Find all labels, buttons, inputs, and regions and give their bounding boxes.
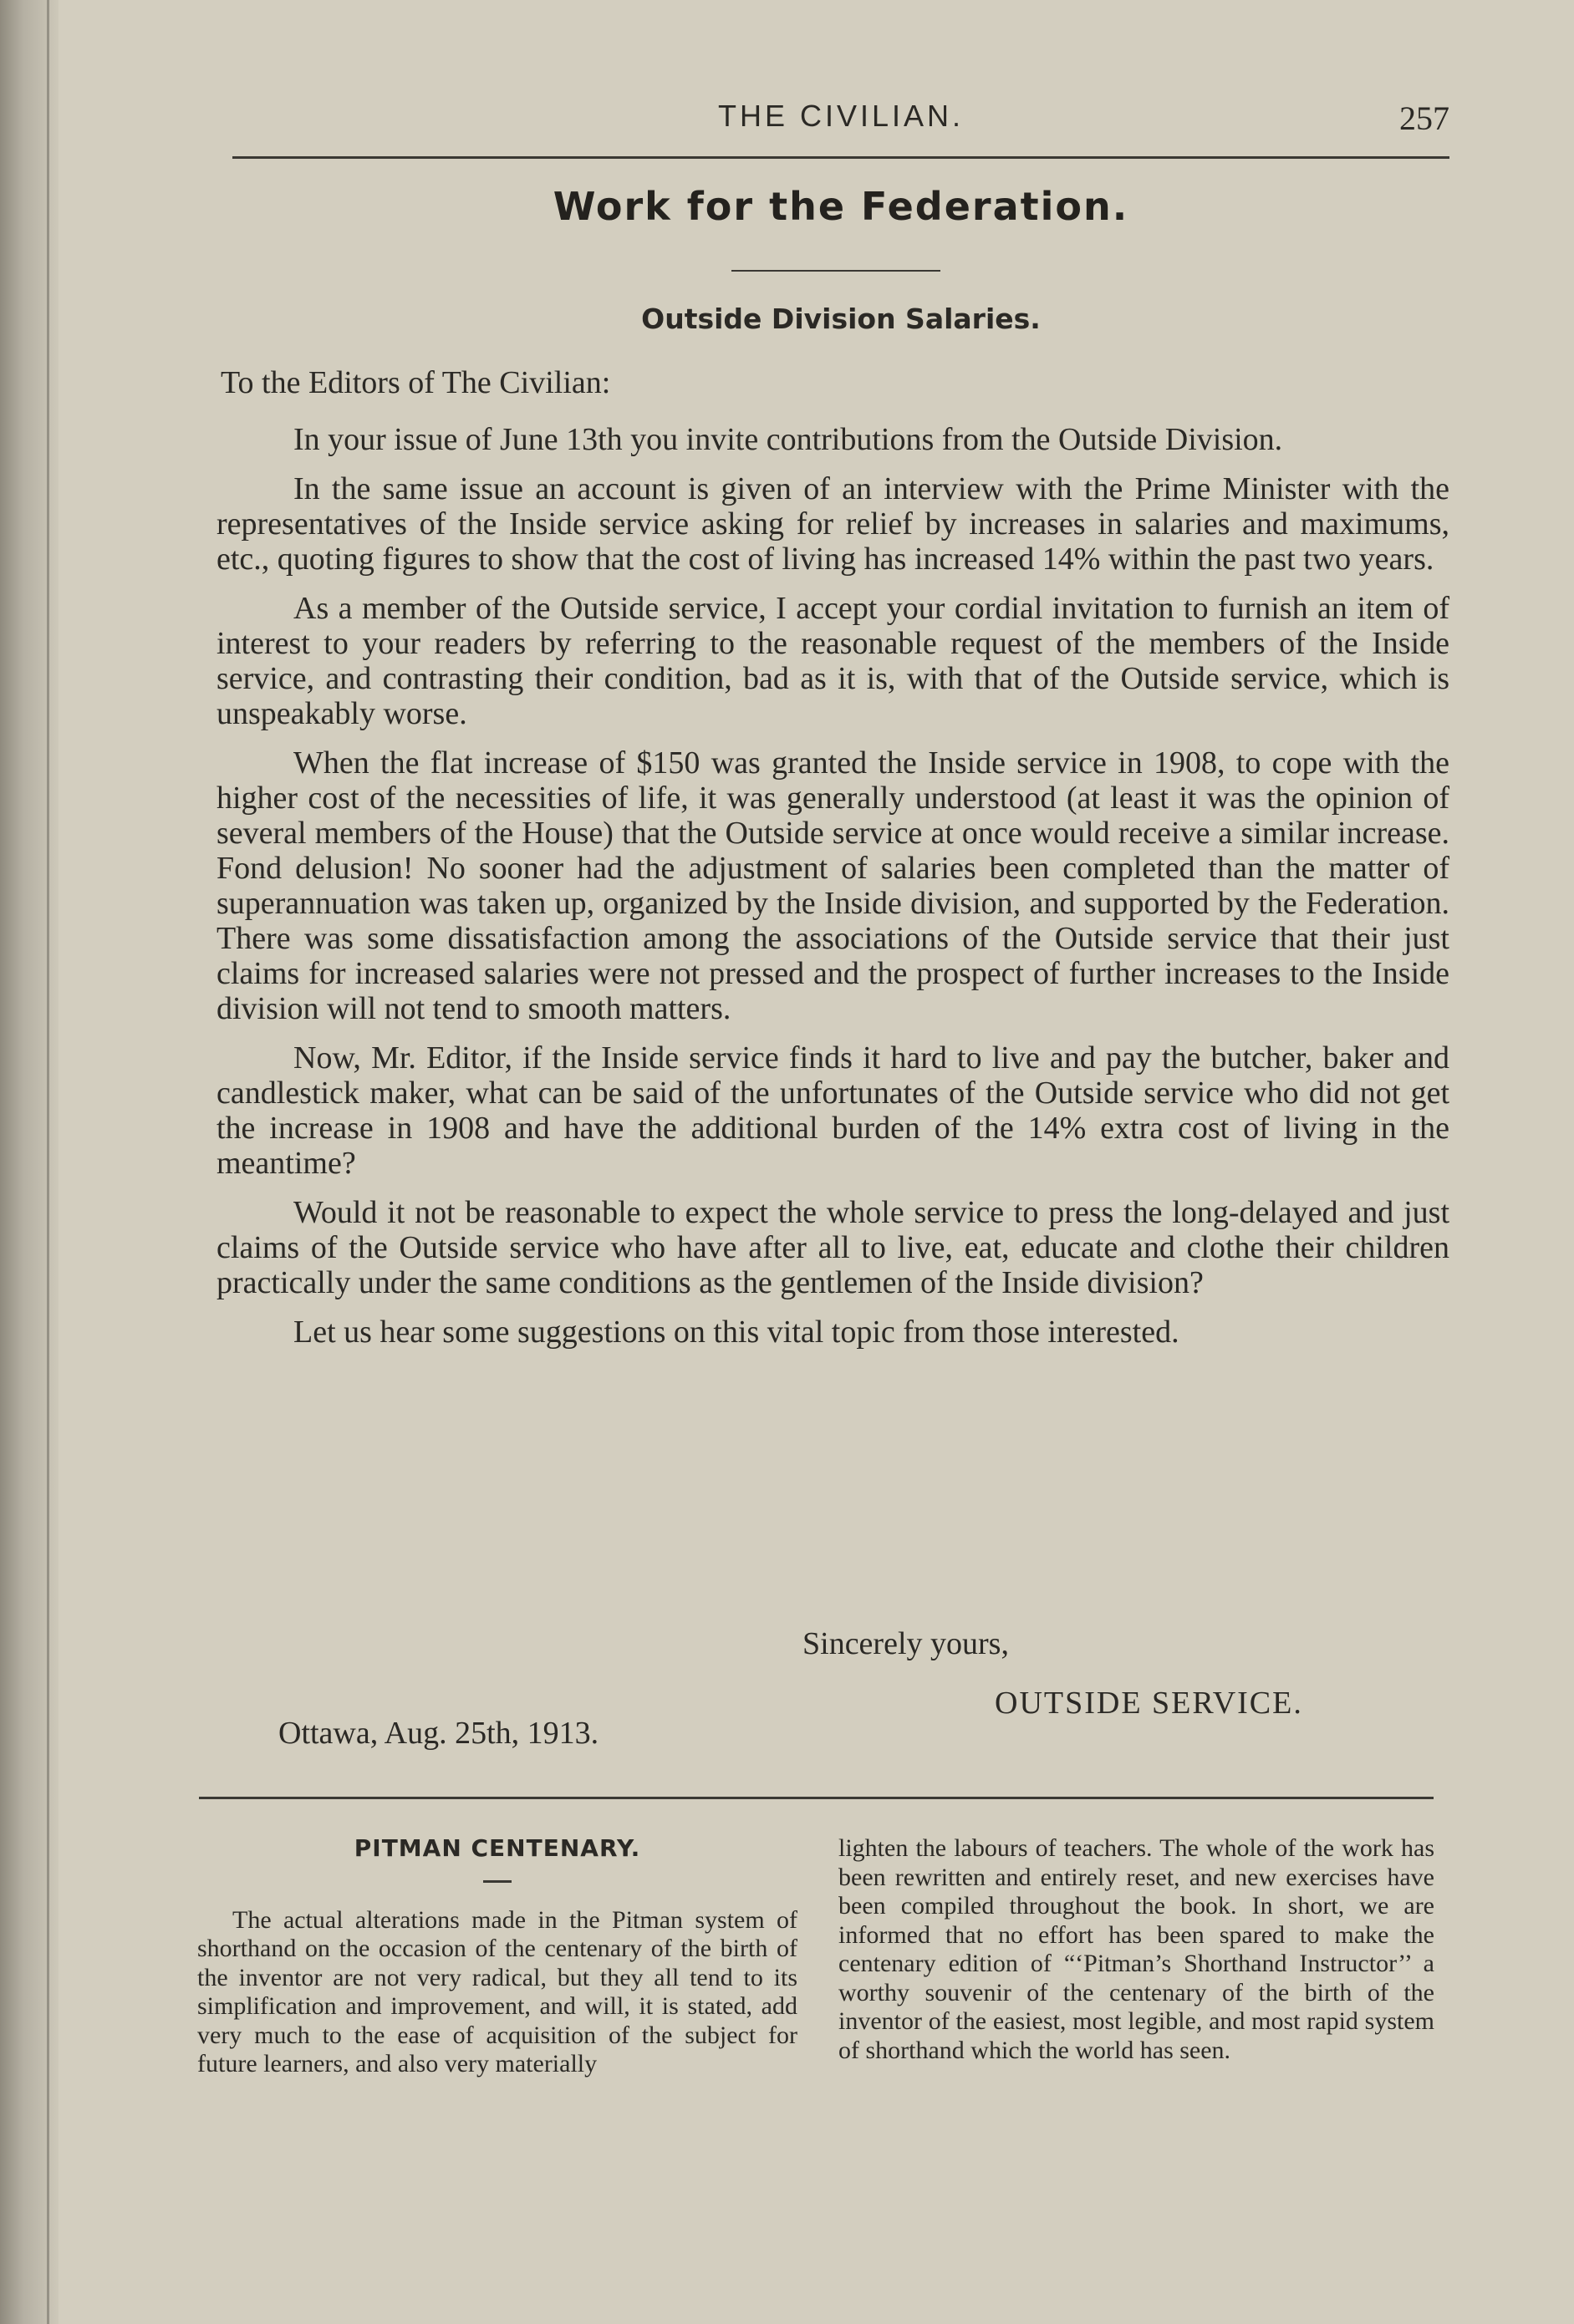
letter-paragraph: As a member of the Outside service, I accept your cordial invitation to furnish an item of interest to your readers by referring to the reasonable request of the members of the Inside service, and contrasting their condition, bad as it is, with that of the Outside service, which is unspeakably worse. (216, 591, 1449, 731)
pitman-column-right (838, 1834, 1434, 2065)
pitman-text-right: lighten the labours of teachers. The whole of the work has been rewritten and entirely reset, and new exercises have been compiled throughout the book. In short, we are informed that no effort has been spared to make the centenary edition of “‘Pitman’s Shorthand Instructor’’ a worthy souvenir of the centenary of the birth of the inventor of the easiest, most legible, and most rapid system of shorthand which the world has seen. (838, 1834, 1434, 2064)
pitman-heading-dash (483, 1880, 512, 1883)
letter-signature: OUTSIDE SERVICE. (995, 1686, 1303, 1721)
title-divider (731, 270, 940, 272)
page-binding-shadow (0, 0, 59, 2324)
letter-closing: Sincerely yours, (802, 1626, 1009, 1661)
letter-paragraph: Would it not be reasonable to expect the whole service to press the long-delayed and just claims of the Outside service who have after all to live, eat, educate and clothe their children practically under the same conditions as the gentlemen of the Inside division? (216, 1195, 1449, 1300)
letter-paragraph: Let us hear some suggestions on this vital topic from those interested. (293, 1315, 1179, 1350)
header-rule (232, 156, 1449, 159)
letter-paragraph: In your issue of June 13th you invite contributions from the Outside Division. (293, 422, 1283, 457)
pitman-text-left: The actual alterations made in the Pitman system of shorthand on the occasion of the centenary of the birth of the inventor are not very radical, but they all tend to its simplification and improvement, and will, it is stated, add very much to the ease of acquisition of the subject for future learners, and also very materially (197, 1905, 797, 2077)
pitman-column-left (197, 1834, 797, 2079)
page-header (232, 99, 1449, 149)
letter-dateline: Ottawa, Aug. 25th, 1913. (278, 1716, 599, 1751)
article-headline: Work for the Federation. (553, 184, 1129, 229)
section-divider (199, 1797, 1434, 1799)
running-title: THE CIVILIAN. (717, 99, 965, 133)
letter-salutation: To the Editors of The Civilian: (221, 365, 611, 400)
letter-paragraph: Now, Mr. Editor, if the Inside service finds it hard to live and pay the butcher, baker and candlestick maker, what can be said of the unfortunates of the Outside service who did not get the increase in 1908 and have the additional burden of the 14% extra cost of living in the meantime? (216, 1040, 1449, 1181)
letter-body (216, 422, 1449, 1364)
article-subhead: Outside Division Salaries. (641, 303, 1041, 335)
letter-paragraph: When the flat increase of $150 was granted the Inside service in 1908, to cope with the higher cost of the necessities of life, it was generally understood (at least it was the opinion of several members of the House) that the Outside service at once would receive a similar increase. Fond delusion! No sooner had the adjustment of salaries been completed than the matter of superannuation was taken up, organized by the Inside division, and supported by the Federation. There was some dissatisfaction among the associations of the Outside service that their just claims for increased salaries were not pressed and the prospect of further increases to the Inside division will not tend to smooth matters. (216, 745, 1449, 1026)
binding-edge (47, 0, 49, 2324)
letter-paragraph: In the same issue an account is given of an interview with the Prime Minister with the representatives of the Inside service asking for relief by increases in salaries and maximums, etc., quoting figures to show that the cost of living has increased 14% within the past two years. (216, 471, 1449, 577)
pitman-heading: PITMAN CENTENARY. (354, 1834, 641, 1862)
page-number: 257 (1399, 99, 1449, 137)
